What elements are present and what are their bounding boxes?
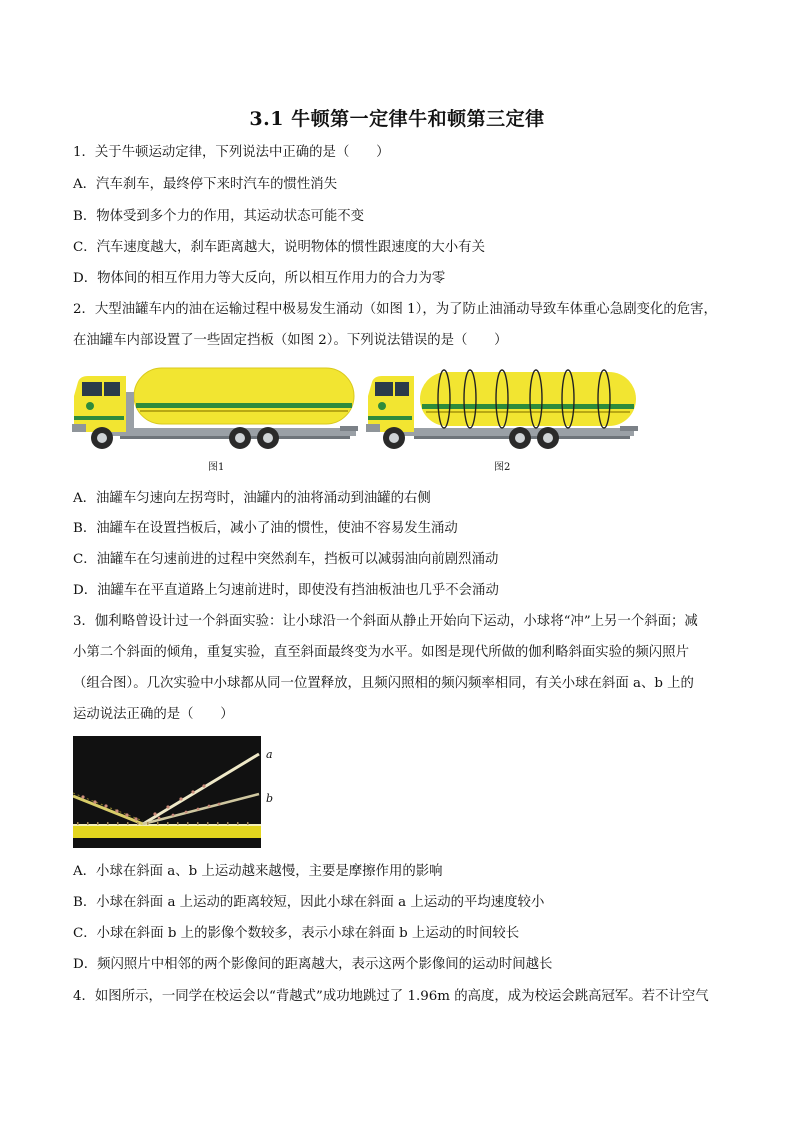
q3-stem-line1: 3．伽利略曾设计过一个斜面实验：让小球沿一个斜面从静止开始向下运动，小球将“冲”上另一个斜面；减: [73, 614, 698, 629]
q2-stem-line2: 在油罐车内部设置了一些固定挡板（如图 2）。下列说法错误的是（ ）: [73, 333, 508, 348]
q2-option-b: B．油罐车在设置挡板后，减小了油的惯性，使油不容易发生涌动: [73, 521, 458, 536]
q3-stem-line2: 小第二个斜面的倾角，重复实验，直至斜面最终变为水平。如图是现代所做的伽利略斜面实验的频闪照片: [73, 645, 689, 660]
q2-option-c: C．油罐车在匀速前进的过程中突然刹车，挡板可以减弱油向前剧烈涌动: [73, 552, 499, 567]
tanker-truck-figure-2: [364, 362, 642, 454]
q1-option-a: A．汽车刹车，最终停下来时汽车的惯性消失: [73, 177, 338, 192]
q3-option-c: C．小球在斜面 b 上的影像个数较多，表示小球在斜面 b 上运动的时间较长: [73, 926, 520, 941]
q4-stem-line1: 4．如图所示，一同学在校运会以“背越式”成功地跳过了 1.96m 的高度，成为校运会跳高冠军。若不计空气: [73, 989, 709, 1004]
q1-option-b: B．物体受到多个力的作用，其运动状态可能不变: [73, 209, 365, 224]
page-title: 3.1 牛顿第一定律牛和顿第三定律: [249, 108, 545, 130]
tanker-truck-figure-1: [70, 362, 364, 454]
galileo-incline-photo: [73, 736, 261, 848]
q2-option-d: D．油罐车在平直道路上匀速前进时，即使没有挡油板油也几乎不会涌动: [73, 583, 499, 598]
q3-stem-line4: 运动说法正确的是（ ）: [73, 707, 234, 722]
incline-b-label: b: [266, 792, 274, 805]
q3-option-b: B．小球在斜面 a 上运动的距离较短，因此小球在斜面 a 上运动的平均速度较小: [73, 895, 545, 910]
q3-option-a: A．小球在斜面 a、b 上运动越来越慢，主要是摩擦作用的影响: [73, 864, 443, 879]
q3-stem-line3: （组合图）。几次实验中小球都从同一位置释放，且频闪照相的频闪频率相同，有关小球在斜面 a、b 上的: [73, 676, 694, 691]
q1-option-c: C．汽车速度越大，刹车距离越大，说明物体的惯性跟速度的大小有关: [73, 240, 485, 255]
figure-1-caption: 图1: [208, 462, 225, 473]
incline-a-label: a: [266, 748, 273, 761]
figure-2-caption: 图2: [494, 462, 511, 473]
q1-stem: 1．关于牛顿运动定律，下列说法中正确的是（ ）: [73, 145, 390, 160]
q3-option-d: D．频闪照片中相邻的两个影像间的距离越大，表示这两个影像间的运动时间越长: [73, 957, 553, 972]
q2-option-a: A．油罐车匀速向左拐弯时，油罐内的油将涌动到油罐的右侧: [73, 491, 431, 506]
q2-stem-line1: 2．大型油罐车内的油在运输过程中极易发生涌动（如图 1），为了防止油涌动导致车体重心急剧变化的危害，: [73, 302, 717, 317]
q1-option-d: D．物体间的相互作用力等大反向，所以相互作用力的合力为零: [73, 271, 446, 286]
